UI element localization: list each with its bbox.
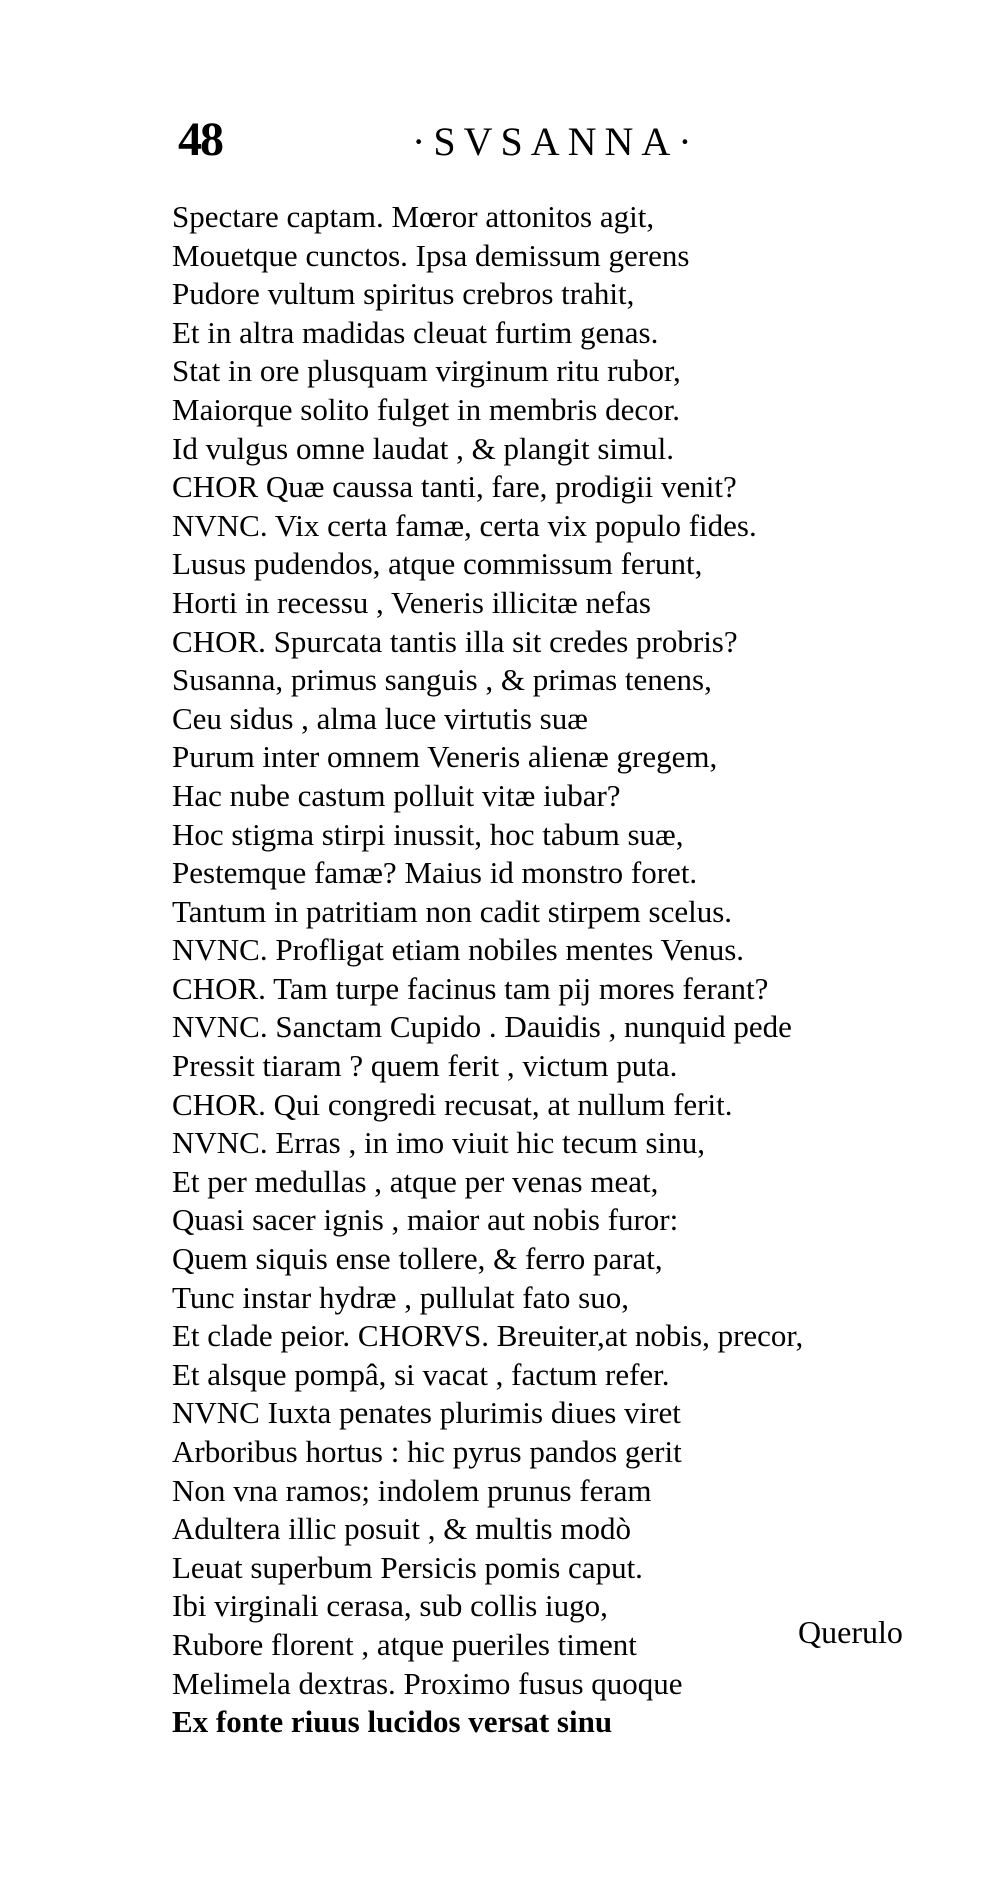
verse-line: Hoc stigma stirpi inussit, hoc tabum suæ, xyxy=(172,816,684,852)
verse-line: Rubore florent , atque pueriles timent xyxy=(172,1626,637,1662)
verse-line: Ibi virginali cerasa, sub collis iugo, xyxy=(172,1588,608,1624)
verse-line: Melimela dextras. Proximo fusus quoque xyxy=(172,1665,683,1701)
verse-line: Pressit tiaram ? quem ferit , victum puta. xyxy=(172,1048,678,1084)
verse-line: Hac nube castum polluit vitæ iubar? xyxy=(172,777,621,813)
verse-line: Leuat superbum Persicis pomis caput. xyxy=(172,1549,643,1585)
verse-line: Mouetque cunctos. Ipsa demissum gerens xyxy=(172,237,690,273)
running-title: ·SVSANNA· xyxy=(412,119,700,164)
verse-line: NVNC. Sanctam Cupido . Dauidis , nunquid pede xyxy=(172,1009,792,1045)
verse-line: Stat in ore plusquam virginum ritu rubor, xyxy=(172,353,681,389)
verse-line: CHOR Quæ caussa tanti, fare, prodigii venit? xyxy=(172,469,737,505)
verse-line: Ex fonte riuus lucidos versat sinu xyxy=(172,1704,613,1740)
verse-line: Non vna ramos; indolem prunus feram xyxy=(172,1472,652,1508)
verse-line: CHOR. Qui congredi recusat, at nullum ferit. xyxy=(172,1086,733,1122)
verse-line: CHOR. Tam turpe facinus tam pij mores ferant? xyxy=(172,970,769,1006)
verse-line: Tantum in patritiam non cadit stirpem scelus. xyxy=(172,893,733,929)
verse-line: Et clade peior. CHORVS. Breuiter,at nobis, precor, xyxy=(172,1318,804,1354)
verse-line: Quem siquis ense tollere, & ferro parat, xyxy=(172,1241,663,1277)
verse-line: NVNC. Profligat etiam nobiles mentes Venus. xyxy=(172,932,745,968)
verse-line: Lusus pudendos, atque commissum ferunt, xyxy=(172,546,703,582)
verse-text xyxy=(172,198,972,1742)
verse-line: Et in altra madidas cleuat furtim genas. xyxy=(172,314,659,350)
verse-line: Spectare captam. Mœror attonitos agit, xyxy=(172,199,655,234)
verse-line: Id vulgus omne laudat , & plangit simul. xyxy=(172,430,674,466)
verse-line: Ceu sidus , alma luce virtutis suæ xyxy=(172,700,588,736)
verse-line: Purum inter omnem Veneris alienæ gregem, xyxy=(172,739,718,775)
verse-line: Et alsque pompâ, si vacat , factum refer. xyxy=(172,1356,670,1392)
verse-line: NVNC. Erras , in imo viuit hic tecum sinu, xyxy=(172,1125,705,1161)
verse-line: Pudore vultum spiritus crebros trahit, xyxy=(172,276,635,312)
verse-line: NVNC. Vix certa famæ, certa vix populo fides. xyxy=(172,507,757,543)
verse-line: Arboribus hortus : hic pyrus pandos gerit xyxy=(172,1434,682,1469)
page-number: 48 xyxy=(178,113,222,166)
verse-line: CHOR. Spurcata tantis illa sit credes probris? xyxy=(172,623,738,659)
verse-line: Susanna, primus sanguis , & primas tenens, xyxy=(172,662,712,698)
verse-line: Maiorque solito fulget in membris decor. xyxy=(172,391,680,427)
verse-line: Pestemque famæ? Maius id monstro foret. xyxy=(172,855,698,891)
verse-line: Horti in recessu , Veneris illicitæ nefas xyxy=(172,584,651,620)
verse-line: Et per medullas , atque per venas meat, xyxy=(172,1163,659,1199)
verse-line: Adultera illic posuit , & multis modò xyxy=(172,1511,631,1547)
verse-line: Tunc instar hydræ , pullulat fato suo, xyxy=(172,1279,629,1315)
verse-line: Quasi sacer ignis , maior aut nobis furor: xyxy=(172,1202,679,1238)
catchword: Querulo xyxy=(798,1614,903,1650)
verse-line: NVNC Iuxta penates plurimis diues viret xyxy=(172,1395,681,1431)
